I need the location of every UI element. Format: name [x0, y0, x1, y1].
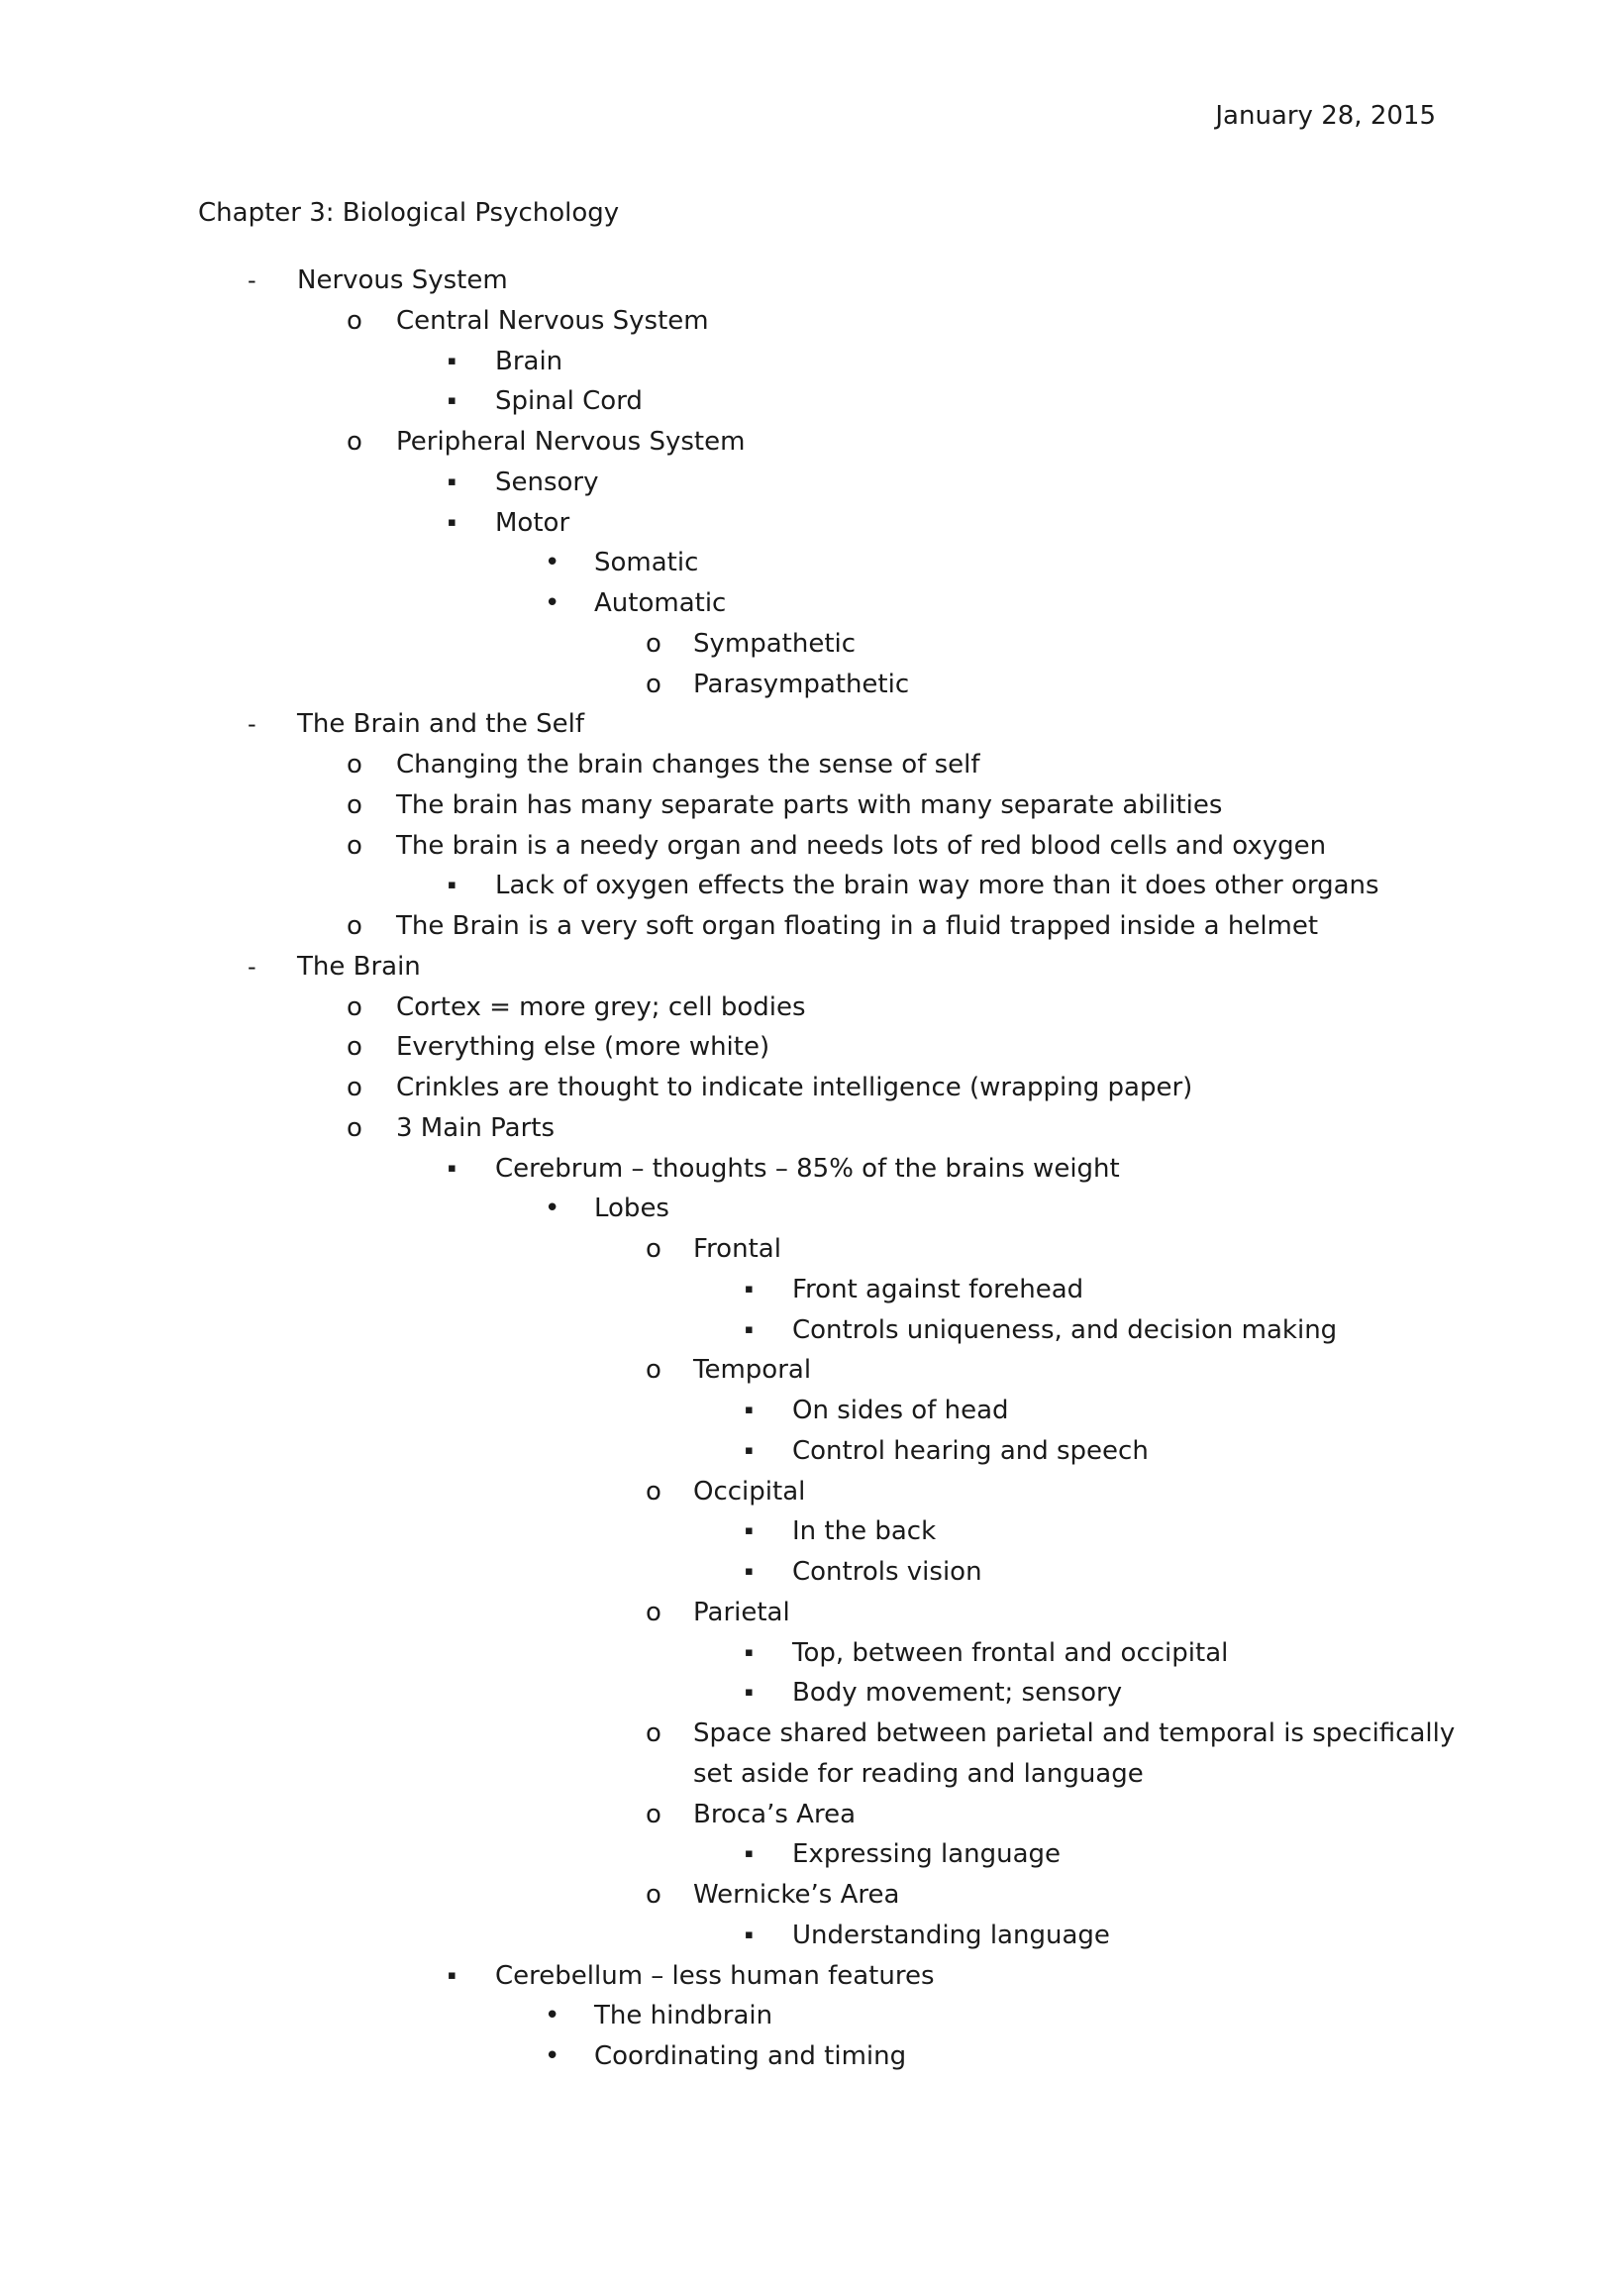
bullet-marker-level-2: o	[347, 1073, 362, 1102]
bullet-marker-level-5: o	[646, 669, 661, 699]
outline-item-text: set aside for reading and language	[693, 1758, 1144, 1789]
bullet-marker-level-1: -	[248, 710, 256, 739]
bullet-marker-level-6: ▪	[745, 1564, 754, 1579]
bullet-marker-level-3: ▪	[448, 1967, 457, 1983]
outline-item-text: Coordinating and timing	[594, 2041, 907, 2071]
outline-item-text: Lack of oxygen effects the brain way more than it does other organs	[495, 871, 1379, 901]
outline-item-text: On sides of head	[792, 1396, 1009, 1425]
bullet-marker-level-2: o	[347, 1112, 362, 1143]
bullet-marker-level-6: ▪	[745, 1685, 754, 1701]
bullet-marker-level-4: •	[545, 548, 560, 578]
bullet-marker-level-3: ▪	[448, 514, 457, 530]
bullet-marker-level-2: o	[347, 789, 362, 820]
outline-item-text: Wernicke’s Area	[693, 1880, 900, 1910]
bullet-marker-level-2: o	[347, 830, 362, 861]
bullet-marker-level-4: •	[545, 2001, 560, 2031]
outline-item-text: Central Nervous System	[396, 305, 709, 336]
outline-item-text: Everything else (more white)	[396, 1032, 770, 1063]
bullet-marker-level-5: o	[646, 1799, 661, 1829]
outline-item-text: The Brain and the Self	[297, 709, 585, 740]
bullet-marker-level-6: ▪	[745, 1403, 754, 1417]
bullet-marker-level-1: -	[248, 952, 256, 981]
bullet-marker-level-4: •	[545, 2041, 560, 2071]
outline-item-text: The Brain	[297, 951, 421, 982]
outline-item-text: Changing the brain changes the sense of self	[396, 750, 980, 780]
outline-item-text: Sympathetic	[693, 628, 857, 659]
outline-item-text: Motor	[495, 507, 570, 538]
outline-item-text: Control hearing and speech	[792, 1435, 1149, 1466]
outline-item-text: In the back	[792, 1516, 937, 1547]
bullet-marker-level-2: o	[347, 1032, 362, 1063]
bullet-marker-level-6: ▪	[745, 1846, 754, 1862]
document-date: January 28, 2015	[1215, 101, 1436, 131]
bullet-marker-level-5: o	[646, 1476, 661, 1507]
outline-item-text: Cerebrum – thoughts – 85% of the brains weight	[495, 1153, 1120, 1184]
outline-item-text: Top, between frontal and occipital	[792, 1637, 1229, 1668]
outline-item-text: Lobes	[594, 1194, 669, 1224]
outline-item-text: Brain	[495, 346, 563, 376]
outline-item-text: Body movement; sensory	[792, 1678, 1123, 1709]
bullet-marker-level-6: ▪	[745, 1321, 754, 1337]
outline-item-text: Peripheral Nervous System	[396, 427, 746, 457]
bullet-marker-level-2: o	[347, 991, 362, 1022]
outline-item-text: Parietal	[693, 1597, 790, 1627]
bullet-marker-level-5: o	[646, 1718, 661, 1748]
outline-item-text: The brain is a needy organ and needs lots of red blood cells and oxygen	[396, 830, 1327, 861]
bullet-marker-level-6: ▪	[745, 1644, 754, 1660]
outline-item-text: Somatic	[594, 548, 699, 578]
bullet-marker-level-2: o	[347, 750, 362, 780]
outline-item-text: Front against forehead	[792, 1274, 1084, 1304]
outline-item-text: Sensory	[495, 467, 599, 497]
outline-item-text: Parasympathetic	[693, 669, 910, 699]
bullet-marker-level-5: o	[646, 1355, 661, 1386]
bullet-marker-level-2: o	[347, 911, 362, 941]
bullet-marker-level-6: ▪	[745, 1523, 754, 1539]
outline-item-text: Expressing language	[792, 1839, 1062, 1870]
bullet-marker-level-3: ▪	[448, 1160, 457, 1176]
outline-item-text: Cerebellum – less human features	[495, 1960, 935, 1991]
outline-item-text: Space shared between parietal and temporal is specifically	[693, 1718, 1456, 1748]
bullet-marker-level-3: ▪	[448, 393, 457, 409]
outline-item-text: Understanding language	[792, 1920, 1110, 1950]
bullet-marker-level-6: ▪	[745, 1442, 754, 1458]
outline-item-text: Spinal Cord	[495, 386, 643, 417]
bullet-marker-level-2: o	[347, 305, 362, 336]
outline-item-text: The hindbrain	[594, 2001, 773, 2031]
bullet-marker-level-6: ▪	[745, 1281, 754, 1297]
outline-item-text: Broca’s Area	[693, 1799, 856, 1829]
outline-item-text: Nervous System	[297, 265, 508, 295]
bullet-marker-level-3: ▪	[448, 878, 457, 893]
bullet-marker-level-1: -	[248, 266, 256, 294]
chapter-title: Chapter 3: Biological Psychology	[198, 198, 620, 228]
outline-item-text: Cortex = more grey; cell bodies	[396, 991, 806, 1022]
bullet-marker-level-3: ▪	[448, 473, 457, 489]
bullet-marker-level-6: ▪	[745, 1926, 754, 1942]
outline-item-text: The Brain is a very soft organ floating in a fluid trapped inside a helmet	[396, 911, 1319, 941]
bullet-marker-level-5: o	[646, 1234, 661, 1264]
bullet-marker-level-4: •	[545, 588, 560, 618]
outline-item-text: Controls vision	[792, 1557, 982, 1587]
bullet-marker-level-5: o	[646, 628, 661, 659]
outline-item-text: Frontal	[693, 1234, 781, 1264]
outline-item-text: Occipital	[693, 1476, 806, 1507]
outline-item-text: The brain has many separate parts with many separate abilities	[396, 789, 1223, 820]
outline-item-text: Crinkles are thought to indicate intelligence (wrapping paper)	[396, 1073, 1193, 1102]
bullet-marker-level-2: o	[347, 427, 362, 457]
outline-item-text: 3 Main Parts	[396, 1112, 556, 1143]
outline-item-text: Controls uniqueness, and decision making	[792, 1314, 1338, 1345]
outline-item-text: Automatic	[594, 588, 727, 618]
bullet-marker-level-4: •	[545, 1194, 560, 1224]
bullet-marker-level-5: o	[646, 1880, 661, 1910]
bullet-marker-level-3: ▪	[448, 353, 457, 368]
bullet-marker-level-5: o	[646, 1597, 661, 1627]
outline-item-text: Temporal	[693, 1355, 812, 1386]
